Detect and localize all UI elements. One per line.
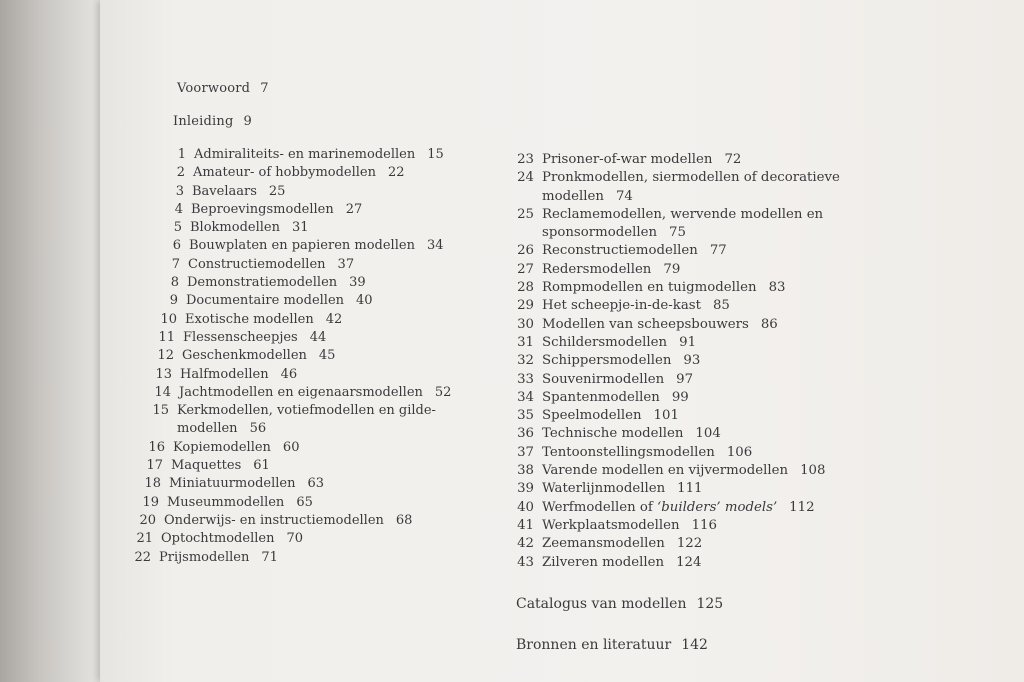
entry-title: Museummodellen xyxy=(167,494,285,510)
entry-number: 15 xyxy=(152,403,169,419)
entry-number: 5 xyxy=(173,220,182,236)
entry-title: Prijsmodellen xyxy=(159,549,250,565)
entry-page: 68 xyxy=(395,512,413,528)
toc-entry xyxy=(100,512,451,530)
entry-number: 20 xyxy=(139,512,156,528)
toc-entry-voorwoord xyxy=(177,81,269,96)
toc-entry xyxy=(100,384,451,402)
entry-title: Prisoner-of-war modellen xyxy=(542,152,713,167)
toc-entry xyxy=(100,237,451,255)
toc-entry xyxy=(100,256,451,274)
entry-number: 37 xyxy=(517,444,534,460)
entry-title: Reclamemodellen, wervende modellen en xyxy=(542,206,824,222)
entry-page: 7 xyxy=(260,81,269,96)
entry-title-continued: sponsormodellen xyxy=(542,225,658,241)
entry-page: 60 xyxy=(282,439,300,455)
entry-page: 91 xyxy=(679,334,697,350)
entry-number: 34 xyxy=(517,389,534,405)
entry-title: Werkplaatsmodellen xyxy=(542,517,680,533)
toc-entry xyxy=(100,457,451,475)
entry-title: Schippersmodellen xyxy=(542,353,672,369)
toc-entry xyxy=(516,242,840,260)
entry-number: 27 xyxy=(517,261,534,277)
entry-title: Maquettes xyxy=(171,458,242,474)
entry-title: Amateur- of hobbymodellen xyxy=(193,165,377,181)
entry-title: Inleiding xyxy=(173,114,234,129)
entry-page: 101 xyxy=(653,408,679,424)
entry-page: 15 xyxy=(427,147,444,162)
entry-title: Constructiemodellen xyxy=(188,256,326,272)
entry-number: 8 xyxy=(170,275,179,291)
entry-number: 30 xyxy=(517,316,534,332)
toc-entry xyxy=(516,352,840,370)
entry-number: 26 xyxy=(517,243,534,259)
toc-entry xyxy=(516,554,840,572)
entry-number: 40 xyxy=(517,499,534,515)
entry-page: 37 xyxy=(337,256,355,272)
entry-page: 72 xyxy=(724,152,742,167)
entry-page: 65 xyxy=(296,494,313,510)
entry-title: Blokmodellen xyxy=(190,220,280,236)
entry-title: Miniatuurmodellen xyxy=(169,476,296,492)
toc-entry xyxy=(516,480,840,498)
entry-number: 9 xyxy=(169,293,178,309)
toc-entry xyxy=(516,316,840,334)
entry-page: 86 xyxy=(760,316,778,332)
entry-number: 31 xyxy=(517,334,534,350)
entry-page: 74 xyxy=(615,188,633,204)
entry-title: Kopiemodellen xyxy=(173,439,271,455)
entry-page: 31 xyxy=(291,220,309,236)
entry-page: 75 xyxy=(669,225,686,241)
entry-number: 38 xyxy=(517,463,534,479)
entry-title: Schildersmodellen xyxy=(542,334,668,350)
entry-title: Demonstratiemodellen xyxy=(187,275,338,291)
entry-title: Documentaire modellen xyxy=(186,293,345,309)
toc-entry xyxy=(100,402,451,439)
entry-number: 19 xyxy=(142,494,159,510)
toc-entry xyxy=(100,219,451,237)
entry-title: Zeemansmodellen xyxy=(542,536,665,552)
entry-title: Voorwoord xyxy=(177,81,251,96)
toc-right-column xyxy=(516,151,840,572)
entry-number: 7 xyxy=(171,256,180,272)
entry-title: Souvenirmodellen xyxy=(542,371,665,387)
toc-entry xyxy=(100,439,451,457)
entry-number: 18 xyxy=(144,476,161,492)
entry-number: 25 xyxy=(517,206,534,222)
entry-number: 4 xyxy=(174,201,183,217)
entry-page: 77 xyxy=(709,243,727,259)
toc-entry xyxy=(100,201,451,219)
entry-title: Jachtmodellen en eigenaarsmodellen xyxy=(179,384,423,400)
toc-entry xyxy=(516,462,840,480)
toc-entry xyxy=(516,444,840,462)
entry-number: 36 xyxy=(517,426,534,442)
entry-page: 85 xyxy=(712,298,730,314)
entry-page: 97 xyxy=(676,371,694,387)
entry-page: 79 xyxy=(663,261,681,277)
toc-entry xyxy=(516,517,840,535)
entry-page: 46 xyxy=(280,366,298,382)
toc-entry xyxy=(100,329,451,347)
entry-title: Bouwplaten en papieren modellen xyxy=(189,238,415,254)
entry-number: 2 xyxy=(176,165,185,181)
entry-title: Onderwijs- en instructiemodellen xyxy=(164,512,384,528)
toc-entry-catalogus xyxy=(516,596,723,612)
entry-page: 71 xyxy=(261,549,278,565)
entry-title: Kerkmodellen, votiefmodellen en gilde- xyxy=(177,403,436,419)
entry-number: 29 xyxy=(517,298,534,314)
entry-number: 12 xyxy=(157,348,174,364)
entry-number: 13 xyxy=(155,366,172,382)
entry-number: 6 xyxy=(172,238,181,254)
entry-title-continued: modellen xyxy=(542,188,604,204)
entry-title: Waterlijnmodellen xyxy=(542,481,666,497)
toc-entry xyxy=(100,311,451,329)
entry-page: 83 xyxy=(768,280,786,296)
entry-page: 40 xyxy=(356,293,373,309)
entry-page: 116 xyxy=(691,517,717,533)
entry-page: 34 xyxy=(426,238,444,254)
toc-entry xyxy=(100,274,451,292)
toc-entry xyxy=(100,549,451,567)
entry-title: Beproevingsmodellen xyxy=(191,201,334,217)
entry-number: 42 xyxy=(517,536,534,552)
toc-entry xyxy=(100,475,451,493)
entry-number: 33 xyxy=(517,371,534,387)
entry-title: Spantenmodellen xyxy=(542,389,660,405)
entry-page: 39 xyxy=(349,275,366,291)
entry-number: 11 xyxy=(158,329,175,345)
entry-number: 10 xyxy=(160,311,177,327)
book-page xyxy=(100,0,1024,682)
entry-title: Werfmodellen of xyxy=(542,499,658,515)
entry-number: 24 xyxy=(517,170,534,186)
entry-title: Zilveren modellen xyxy=(542,554,665,570)
entry-title: Het scheepje-in-de-kast xyxy=(542,298,701,314)
entry-number: 17 xyxy=(146,458,163,474)
entry-page: 125 xyxy=(696,596,724,612)
entry-title: Varende modellen en vijvermodellen xyxy=(542,463,789,479)
entry-title-continued: modellen xyxy=(177,421,238,437)
entry-title: Bronnen en literatuur xyxy=(516,637,672,653)
entry-title: Halfmodellen xyxy=(180,366,269,382)
toc-entry xyxy=(516,279,840,297)
entry-title: Pronkmodellen, siermodellen of decoratieve xyxy=(542,170,840,186)
entry-number: 16 xyxy=(148,439,165,455)
toc-entry xyxy=(516,407,840,425)
toc-entry xyxy=(516,169,840,206)
entry-page: 70 xyxy=(286,531,304,547)
toc-entry xyxy=(516,151,840,169)
entry-page: 142 xyxy=(681,637,708,653)
toc-entry xyxy=(100,494,451,512)
entry-title: Exotische modellen xyxy=(185,311,314,327)
entry-title: Technische modellen xyxy=(542,426,684,442)
entry-title: Bavelaars xyxy=(192,183,257,199)
entry-number: 23 xyxy=(517,152,534,167)
entry-page: 22 xyxy=(388,165,405,181)
entry-title-italic: ‘builders’ models’ xyxy=(657,499,778,515)
entry-page: 9 xyxy=(243,114,252,129)
toc-entry xyxy=(100,183,451,201)
toc-entry xyxy=(516,261,840,279)
entry-page: 106 xyxy=(726,444,753,460)
entry-title: Flessenscheepjes xyxy=(183,329,298,345)
entry-number: 21 xyxy=(136,531,153,547)
entry-page: 122 xyxy=(676,536,703,552)
entry-title: Optochtmodellen xyxy=(161,531,275,547)
entry-number: 32 xyxy=(517,353,534,369)
entry-title: Tentoonstellingsmodellen xyxy=(542,444,715,460)
toc-entry xyxy=(100,146,451,164)
entry-number: 41 xyxy=(517,517,534,533)
entry-page: 61 xyxy=(253,458,270,474)
entry-number: 39 xyxy=(517,481,534,497)
toc-entry xyxy=(516,425,840,443)
entry-number: 22 xyxy=(134,549,151,565)
toc-entry xyxy=(100,530,451,548)
entry-title: Geschenkmodellen xyxy=(182,348,307,364)
toc-entry xyxy=(516,499,840,517)
entry-number: 35 xyxy=(517,408,534,424)
entry-page: 111 xyxy=(677,481,703,497)
entry-title: Redersmodellen xyxy=(542,261,652,277)
entry-page: 56 xyxy=(249,421,267,437)
entry-number: 43 xyxy=(517,554,534,570)
entry-title: Reconstructiemodellen xyxy=(542,243,698,259)
entry-page: 42 xyxy=(325,311,343,327)
toc-left-column xyxy=(100,146,451,567)
entry-title: Admiraliteits- en marinemodellen xyxy=(194,147,416,162)
toc-entry xyxy=(100,366,451,384)
entry-page: 112 xyxy=(789,499,815,515)
entry-page: 27 xyxy=(345,201,363,217)
toc-entry xyxy=(100,347,451,365)
toc-entry xyxy=(100,292,451,310)
entry-page: 63 xyxy=(307,476,325,492)
toc-entry xyxy=(516,206,840,243)
entry-number: 14 xyxy=(154,384,171,400)
toc-entry xyxy=(516,297,840,315)
toc-entry xyxy=(100,164,451,182)
entry-number: 3 xyxy=(175,183,184,199)
entry-page: 52 xyxy=(434,384,452,400)
toc-entry xyxy=(516,371,840,389)
toc-entry xyxy=(516,535,840,553)
entry-title: Modellen van scheepsbouwers xyxy=(542,316,749,332)
entry-page: 104 xyxy=(695,426,721,442)
entry-page: 108 xyxy=(800,463,826,479)
entry-page: 99 xyxy=(671,389,689,405)
toc-entry xyxy=(516,389,840,407)
entry-number: 28 xyxy=(517,280,534,296)
entry-page: 93 xyxy=(683,353,701,369)
entry-title: Catalogus van modellen xyxy=(516,596,687,612)
entry-page: 124 xyxy=(676,554,702,570)
entry-page: 25 xyxy=(268,183,286,199)
toc-entry-inleiding xyxy=(173,114,252,129)
entry-number: 1 xyxy=(177,147,186,162)
toc-entry xyxy=(516,334,840,352)
toc-entry-bronnen xyxy=(516,637,708,653)
entry-title: Rompmodellen en tuigmodellen xyxy=(542,280,757,296)
entry-page: 44 xyxy=(309,329,327,345)
entry-page: 45 xyxy=(318,348,336,364)
entry-title: Speelmodellen xyxy=(542,408,642,424)
